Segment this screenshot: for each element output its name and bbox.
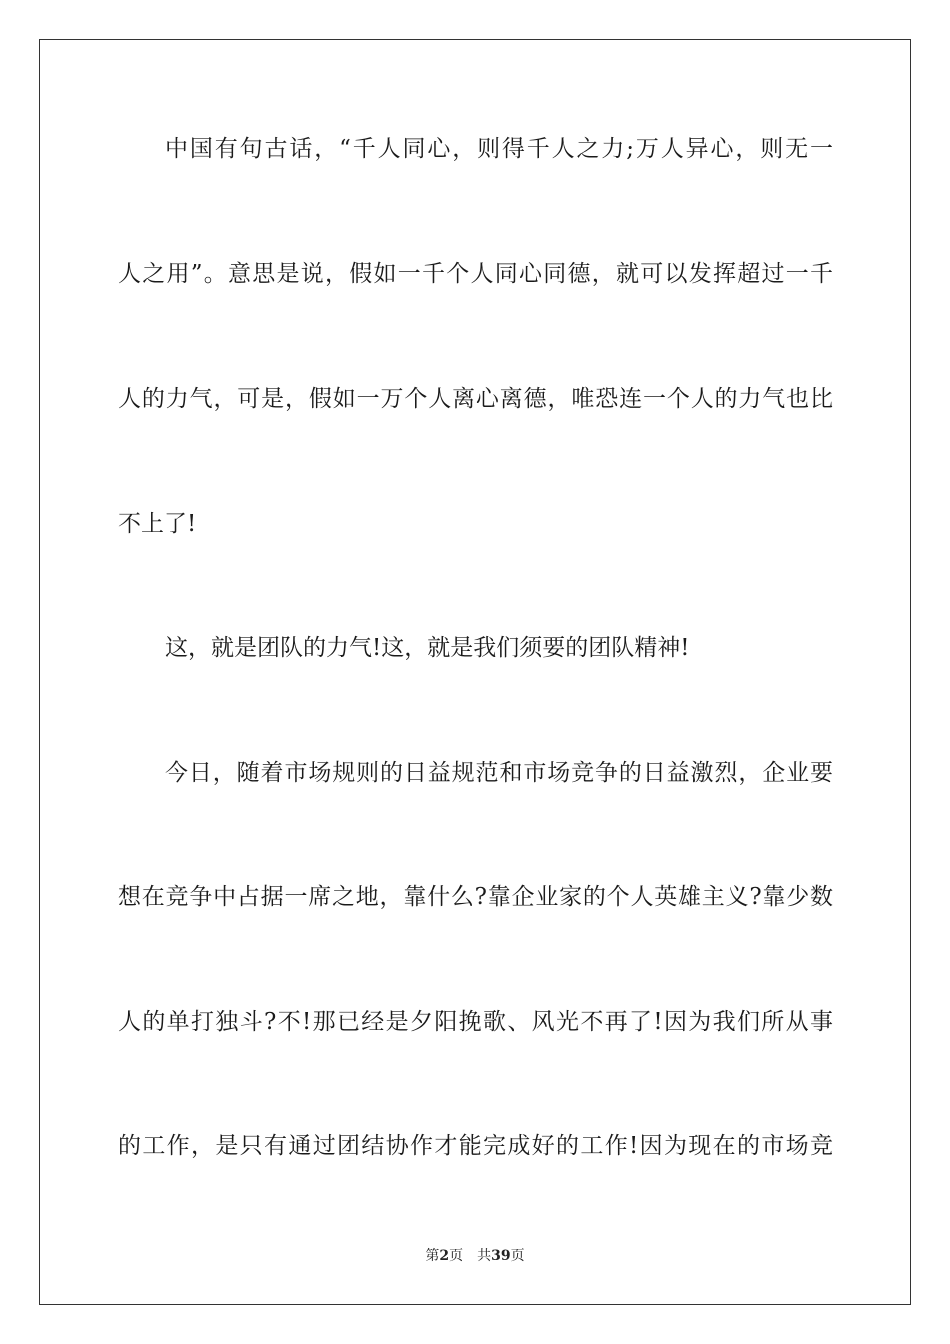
text-line-4: 不上了! — [118, 511, 197, 537]
page-border — [39, 39, 911, 1305]
text-line-8: 人的单打独斗?不!那已经是夕阳挽歌、风光不再了!因为我们所从事 — [118, 1009, 833, 1035]
total-suffix: 页 — [510, 1248, 525, 1264]
total-pages: 39 — [491, 1248, 511, 1264]
text-line-9: 的工作，是只有通过团结协作才能完成好的工作!因为现在的市场竞 — [118, 1133, 833, 1159]
text-line-1: 中国有句古话，“千人同心，则得千人之力;万人异心，则无一 — [165, 136, 833, 162]
page-footer — [0, 1246, 950, 1266]
page-prefix: 第 — [425, 1248, 440, 1264]
text-line-2: 人之用”。意思是说，假如一千个人同心同德，就可以发挥超过一千 — [118, 261, 833, 287]
page-number: 2 — [439, 1248, 450, 1264]
text-line-3: 人的力气，可是，假如一万个人离心离德，唯恐连一个人的力气也比 — [118, 386, 833, 412]
total-prefix: 共 — [477, 1248, 492, 1264]
text-line-5: 这，就是团队的力气!这，就是我们须要的团队精神! — [165, 635, 690, 661]
page-suffix: 页 — [449, 1248, 464, 1264]
text-line-7: 想在竞争中占据一席之地，靠什么?靠企业家的个人英雄主义?靠少数 — [118, 884, 833, 910]
text-line-6: 今日，随着市场规则的日益规范和市场竞争的日益激烈，企业要 — [165, 760, 833, 786]
